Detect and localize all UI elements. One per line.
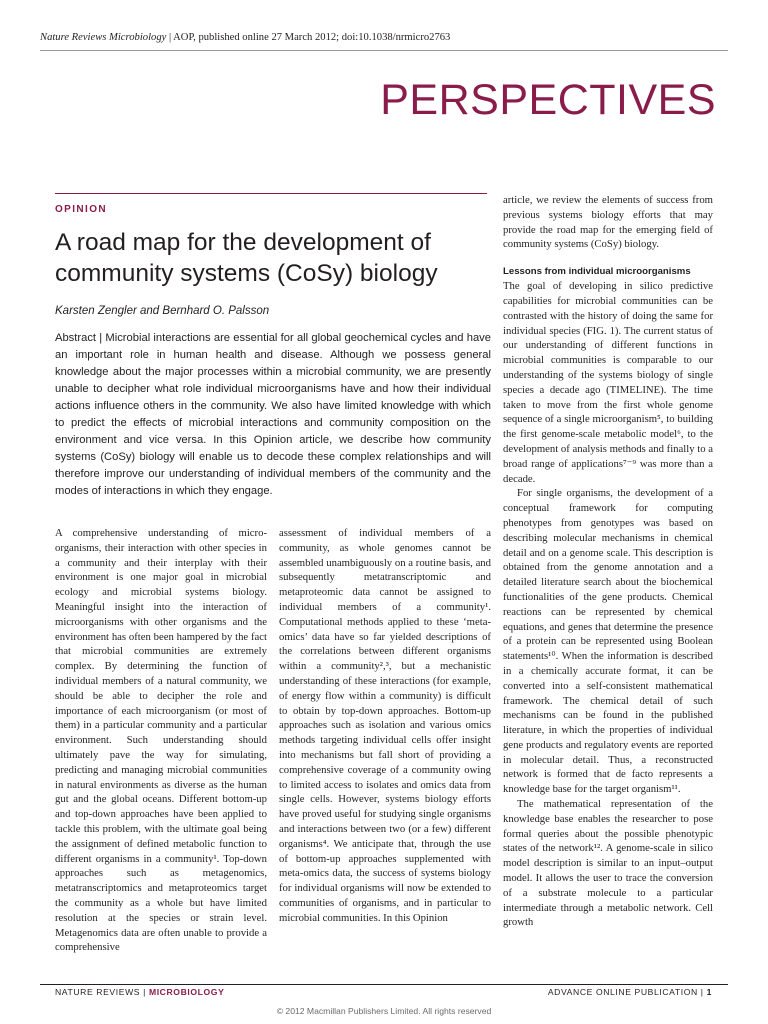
body-column-1	[55, 526, 267, 955]
article-authors: Karsten Zengler and Bernhard O. Palsson	[55, 305, 270, 317]
article-abstract: Abstract | Microbial interactions are essential for all global geochemical cycles and have an important role in human health and disease. Although we possess general knowledge about the major processes within a microbial community, we are presently unable to decipher what role individual microorganisms have and how their individual actions influence others in the community. We also have limited knowledge with which to predict the effects of microbial interactions and community composition on the environment and vice versa. In this Opinion article, we describe how community systems (CoSy) biology will enable us to decode these complex relationships and will therefore improve our understanding of individual members of the community and the modes of interactions in which they engage.	[55, 332, 491, 497]
kicker-divider	[55, 193, 487, 194]
article-title: A road map for the development of community systems (CoSy) biology	[55, 229, 438, 287]
running-header	[40, 32, 450, 43]
body-paragraph: article, we review the elements of success from previous systems biology efforts that may provide the road map for the emerging field of community systems (CoSy) biology.	[503, 194, 713, 251]
section-heading: Lessons from individual microorganisms	[503, 266, 691, 278]
body-paragraph: assessment of individual members of a community, as whole genomes cannot be assembled unambiguously on a routine basis, and subsequently metatranscriptomic and metaproteomic data cannot be assigned to individual members of a community¹. Computational methods applied to these ‘meta-omics’ data have so far yielded descriptions of the correlations between different organisms within a community²,³, but a mechanistic understanding of these interactions (for example, of energy flow within a community) is difficult to obtain by top-down approaches. Bottom-up approaches such as isolation and various omics methods targeting individual cells offer insight into mechanisms but fall short of providing a comprehensive coverage of a community owing to limited access to isolates and omics data from single cells. However, systems biology efforts have proved useful for studying single organisms and interactions between two (or a few) different organisms⁴. We anticipate that, through the use of bottom-up approaches supplemented with meta-omics data, the success of systems biology for individual organisms will now be extended to communities of organisms, and in particular to microbial communities. In this Opinion	[279, 527, 491, 924]
page-number: 1	[706, 987, 712, 997]
section-title: PERSPECTIVES	[380, 76, 716, 124]
footer-journal-subject: MICROBIOLOGY	[148, 987, 225, 997]
footer-divider	[40, 984, 728, 985]
footer-journal-prefix: NATURE REVIEWS	[55, 987, 141, 997]
journal-name: Nature Reviews Microbiology	[40, 32, 167, 43]
footer-publication: ADVANCE ONLINE PUBLICATION | 1	[547, 987, 712, 997]
body-paragraph: The goal of developing in silico predictive capabilities for microbial communities can be contrasted with the history of doing the same for individual species (FIG. 1). The current status of our understanding of different functions in microbial communities is comparable to our understanding of the systems biology of single species a decade ago (TIMELINE). The time taken to move from the first whole genome sequence of a single microorganism⁵, to building the first genome-scale metabolic model⁶, to the development of analysis methods and finally to a broad range of applications⁷⁻⁹ was more than a decade.	[503, 280, 713, 485]
publication-info: | AOP, published online 27 March 2012; doi:10.1038/nrmicro2763	[168, 32, 451, 43]
body-column-2	[279, 526, 491, 926]
copyright-notice: © 2012 Macmillan Publishers Limited. All rights reserved	[276, 1006, 492, 1016]
body-paragraph: The mathematical representation of the knowledge base enables the researcher to pose formal queries about the possible phenotypic states of the network¹². A genome-scale in silico model description is similar to an input–output model. It allows the user to trace the conversion of a substrate molecule to a particular intermediate through a metabolic network. Cell growth	[503, 798, 713, 929]
footer-journal: NATURE REVIEWS | MICROBIOLOGY	[55, 987, 225, 997]
body-paragraph: A comprehensive understanding of micro-organisms, their interaction with other species in a community and their interplay with their environment is one major goal in microbial ecology and microbial systems biology. Meaningful insight into the interaction of microorganisms with other organisms and the environment has often been hampered by the fact that microbial communities are extremely complex. By determining the function of individual members of a natural community, we should be able to decipher the role and importance of each microorganism (or most of them) in a particular community and a particular environment. Such understanding should ultimately pave the way for simulating, predicting and managing microbial communities in natural environments as diverse as the human gut and the global oceans. Different bottom-up and top-down approaches have been applied to tackle this problem, with the ultimate goal being the assignment of defined metabolic function to different organisms in a community¹. Top-down approaches such as metagenomics, metatranscriptomics and metaproteomics target the community as a whole but have limited resolution at the species or strain level. Metagenomics data are often unable to provide a comprehensive	[55, 527, 267, 954]
article-kicker: OPINION	[55, 204, 108, 215]
footer-publication-label: ADVANCE ONLINE PUBLICATION	[547, 987, 698, 997]
body-paragraph: For single organisms, the development of a conceptual framework for computing phenotypes from genotypes was based on describing molecular mechanisms in chemical detail and on a genome scale. This description is obtained from the genome annotation and a detailed literature search about the biochemical functionalities of the gene products. Chemical reactions can be represented by chemical equations, and genes that determine the presence of a protein can be represented using Boolean statements¹⁰. When the information is described in a chemically accurate format, it can be converted into a self-consistent mathematical framework. The chemical detail of such mechanisms can be found in the published literature, in which the properties of individual gene products and regulatory events are reported in molecular detail. Thus, a reconstructed network is formed that de facto represents a knowledge base for the target organism¹¹.	[503, 487, 713, 796]
body-column-3	[503, 193, 713, 930]
header-divider	[40, 50, 728, 51]
